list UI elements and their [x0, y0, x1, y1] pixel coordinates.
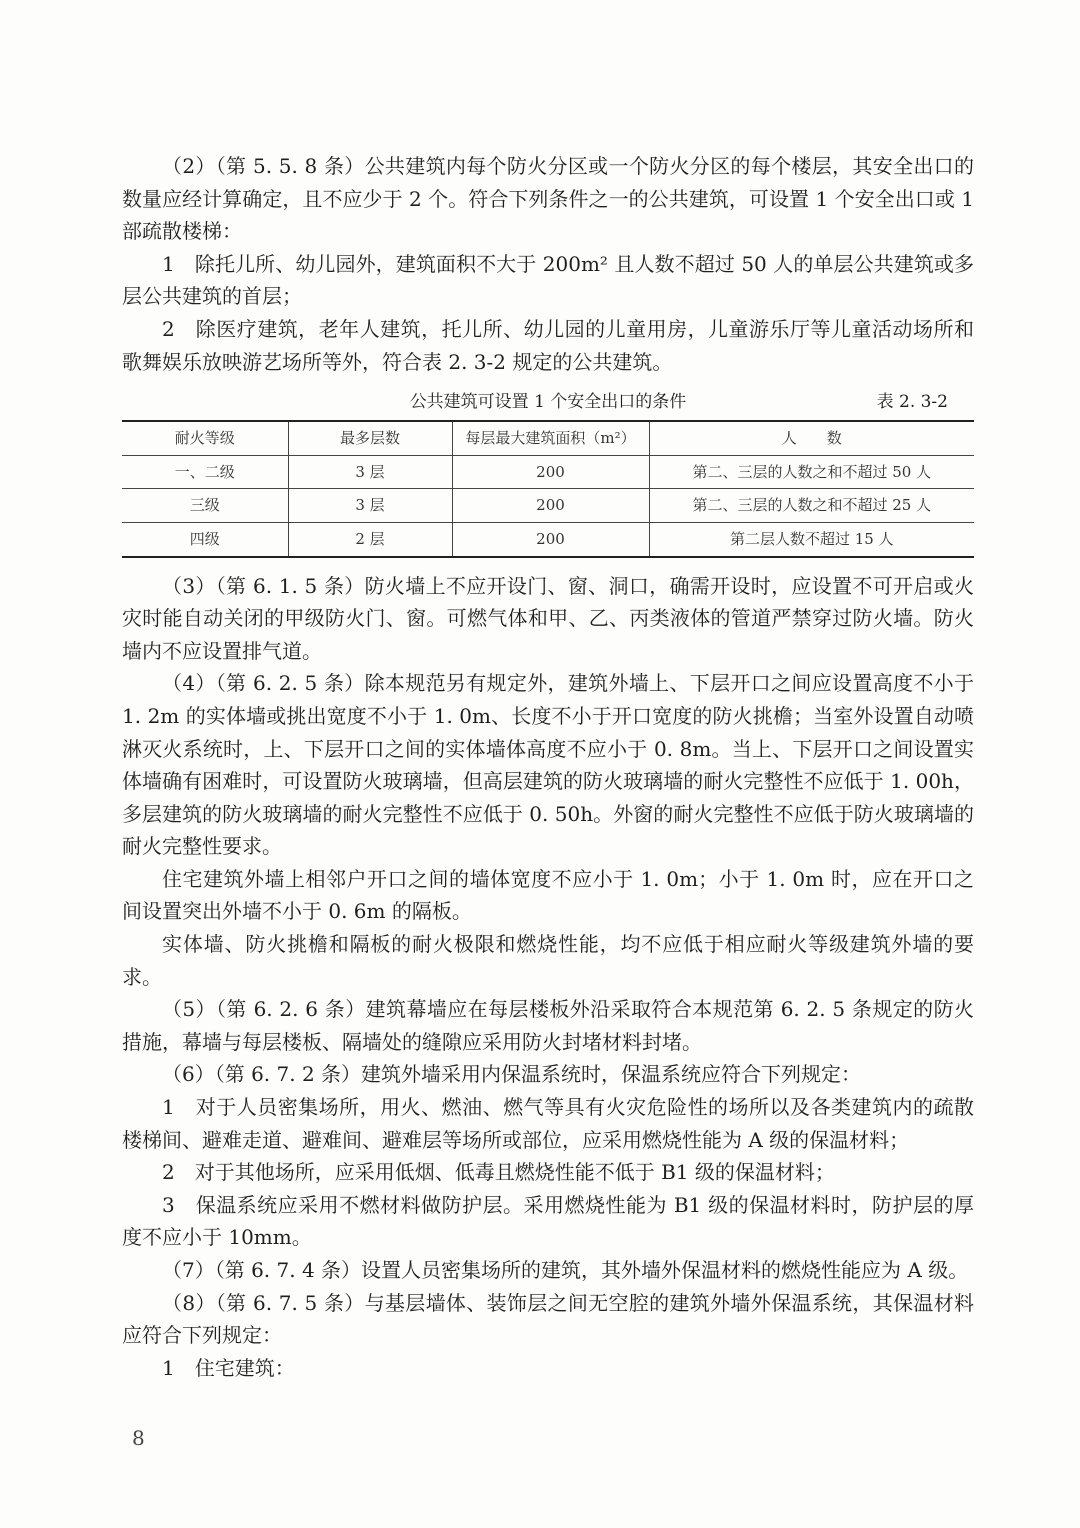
table-cell: 2 层: [288, 522, 452, 556]
table-row: [122, 489, 974, 523]
paragraph: （4）（第 6. 2. 5 条）除本规范另有规定外，建筑外墙上、下层开口之间应设置高度不小于 1. 2m 的实体墙或挑出宽度不小于 1. 0m、长度不小于开口宽度的防火挑檐；当室外设置自动喷淋灭火系统时，上、下层开口之间的实体墙体高度不应小于 0. 8m。当上、下层开口之间设置实体墙确有困难时，可设置防火玻璃墙，但高层建筑的防火玻璃墙的耐火完整性不应低于 1. 00h，多层建筑的防火玻璃墙的耐火完整性不应低于 0. 50h。外窗的耐火完整性不应低于防火玻璃墙的耐火完整性要求。: [122, 671, 974, 859]
page-number: 8: [132, 1426, 145, 1450]
table-cell: 三级: [122, 489, 288, 523]
paragraph: 2 对于其他场所，应采用低烟、低毒且燃烧性能不低于 B1 级的保温材料；: [162, 1160, 835, 1185]
table-row: [122, 522, 974, 556]
paragraph: 1 住宅建筑：: [162, 1355, 295, 1380]
paragraph: 住宅建筑外墙上相邻户开口之间的墙体宽度不应小于 1. 0m；小于 1. 0m 时，应在开口之间设置突出外墙不小于 0. 6m 的隔板。: [122, 866, 974, 924]
table-title: 公共建筑可设置 1 个安全出口的条件: [409, 392, 687, 413]
paragraph: （2）（第 5. 5. 8 条）公共建筑内每个防火分区或一个防火分区的每个楼层，其安全出口的数量应经计算确定，且不应少于 2 个。符合下列条件之一的公共建筑，可设置 1 个安全出口或 1 部疏散楼梯：: [122, 154, 974, 244]
table-cell: 第二、三层的人数之和不超过 50 人: [649, 455, 974, 489]
table-cell: 200: [452, 489, 649, 523]
table-cell: 第二层人数不超过 15 人: [649, 522, 974, 556]
table-header-cell: 人 数: [649, 421, 974, 455]
page-body: [122, 150, 974, 1384]
table-cell: 200: [452, 455, 649, 489]
table-header-cell: 最多层数: [288, 421, 452, 455]
table-cell: 3 层: [288, 489, 452, 523]
paragraph: （8）（第 6. 7. 5 条）与基层墙体、装饰层之间无空腔的建筑外墙外保温系统，其保温材料应符合下列规定：: [122, 1290, 974, 1348]
table-cell: 第二、三层的人数之和不超过 25 人: [649, 489, 974, 523]
paragraph: 实体墙、防火挑檐和隔板的耐火极限和燃烧性能，均不应低于相应耐火等级建筑外墙的要求。: [122, 932, 974, 989]
paragraph: 1 除托儿所、幼儿园外，建筑面积不大于 200m² 且人数不超过 50 人的单层公共建筑或多层公共建筑的首层；: [122, 251, 974, 309]
table-cell: 四级: [122, 522, 288, 556]
paragraph: 1 对于人员密集场所，用火、燃油、燃气等具有火灾危险性的场所以及各类建筑内的疏散楼梯间、避难走道、避难间、避难层等场所或部位，应采用燃烧性能为 A 级的保温材料；: [122, 1095, 974, 1152]
paragraph: 2 除医疗建筑，老年人建筑，托儿所、幼儿园的儿童用房，儿童游乐厅等儿童活动场所和歌舞娱乐放映游艺场所等外，符合表 2. 3-2 规定的公共建筑。: [122, 316, 974, 374]
paragraph: （3）（第 6. 1. 5 条）防火墙上不应开设门、窗、洞口，确需开设时，应设置不可开启或火灾时能自动关闭的甲级防火门、窗。可燃气体和甲、乙、丙类液体的管道严禁穿过防火墙。防火墙内不应设置排气道。: [122, 573, 974, 663]
table-cell: 3 层: [288, 455, 452, 489]
table-cell: 一、二级: [122, 455, 288, 489]
paragraph: （7）（第 6. 7. 4 条）设置人员密集场所的建筑，其外墙外保温材料的燃烧性能应为 A 级。: [162, 1258, 969, 1282]
paragraph: （6）（第 6. 7. 2 条）建筑外墙采用内保温系统时，保温系统应符合下列规定：: [162, 1062, 862, 1087]
table-row: [122, 455, 974, 489]
table-caption: [122, 384, 974, 420]
conditions-table: [122, 420, 974, 557]
table-header-cell: 每层最大建筑面积（m²）: [452, 421, 649, 455]
table-header-row: [122, 421, 974, 455]
paragraph: （5）（第 6. 2. 6 条）建筑幕墙应在每层楼板外沿采取符合本规范第 6. 2. 5 条规定的防火措施，幕墙与每层楼板、隔墙处的缝隙应采用防火封堵材料封堵。: [122, 997, 974, 1054]
table-number: 表 2. 3-2: [876, 392, 948, 413]
table-header-cell: 耐火等级: [122, 421, 288, 455]
paragraph: 3 保温系统应采用不燃材料做防护层。采用燃烧性能为 B1 级的保温材料时，防护层的厚度不应小于 10mm。: [122, 1192, 974, 1250]
table-cell: 200: [452, 522, 649, 556]
